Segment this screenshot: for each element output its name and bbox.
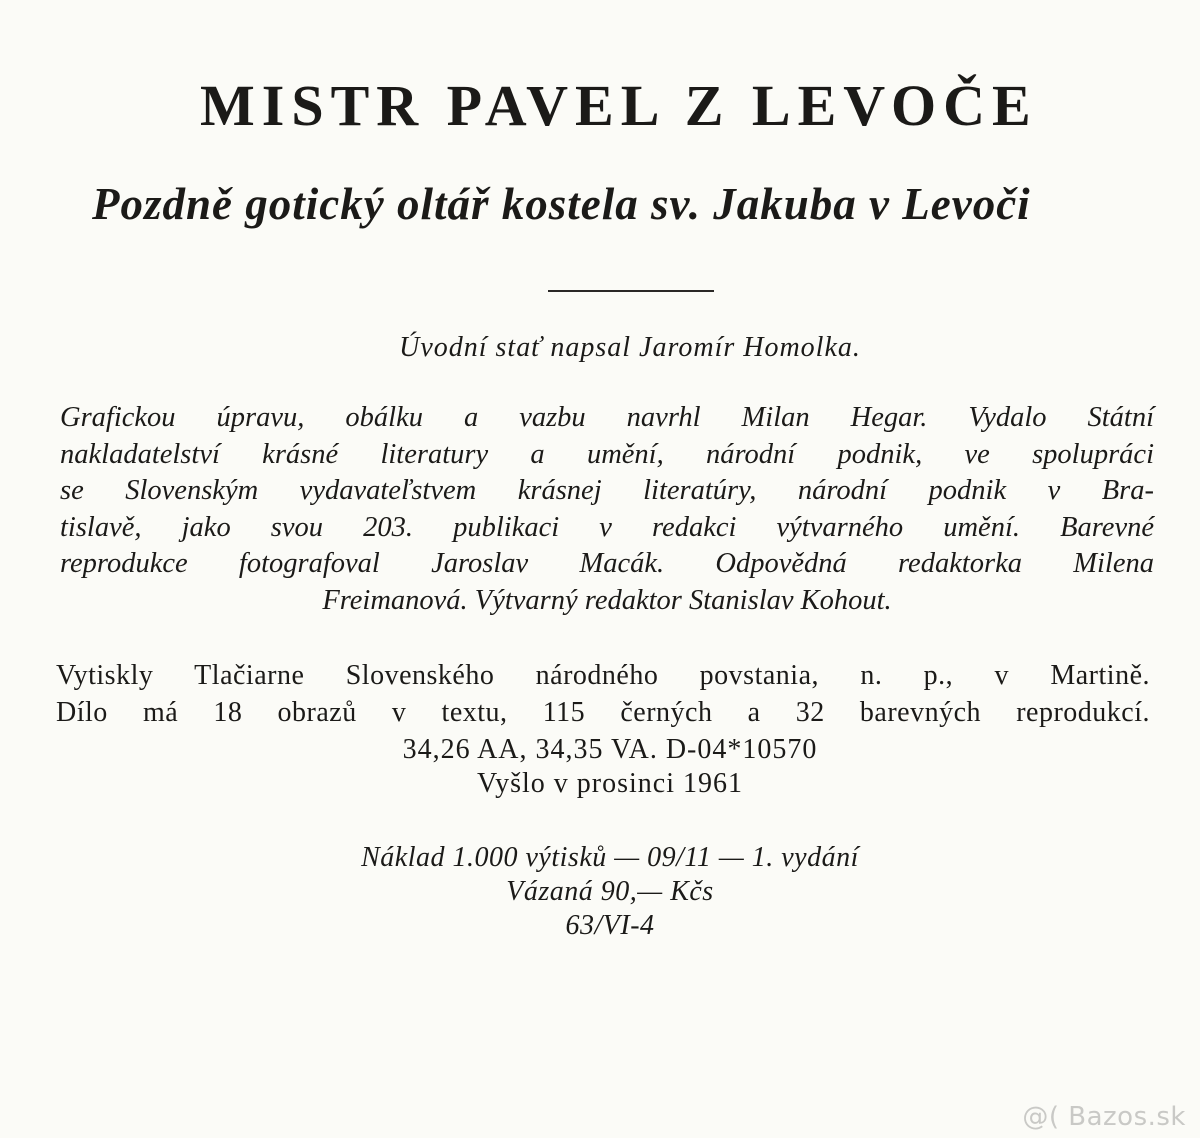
credits-line: tislavě, jako svou 203. publikaci v redakci výtvarného umění. Barevné: [60, 511, 1154, 543]
credits-line: Freimanová. Výtvarný redaktor Stanislav Kohout.: [322, 584, 892, 616]
book-subtitle: Pozdně gotický oltář kostela sv. Jakuba v Levoči: [92, 179, 1031, 229]
title-divider: [548, 290, 714, 292]
credits-line: se Slovenským vydavateľstvem krásnej literatúry, národní podnik v Bra-: [60, 475, 1154, 506]
publication-date: Vyšlo v prosinci 1961: [477, 768, 743, 799]
credits-line: reprodukce fotografoval Jaroslav Macák. Odpovědná redaktorka Milena: [60, 548, 1154, 579]
credits-paragraph: [60, 400, 1154, 619]
contents-line: Dílo má 18 obrazů v textu, 115 černých a 32 barevných reprodukcí.: [56, 697, 1150, 728]
intro-credit: Úvodní stať napsal Jaromír Homolka.: [399, 332, 861, 363]
site-watermark: @( Bazos.sk: [1022, 1102, 1186, 1132]
book-title: MISTR PAVEL Z LEVOČE: [200, 73, 1038, 138]
printer-line: Vytiskly Tlačiarne Slovenského národného povstania, n. p., v Martině.: [56, 660, 1150, 691]
edition-line: Náklad 1.000 výtisků — 09/11 — 1. vydání: [361, 842, 859, 873]
catalog-code: 63/VI-4: [565, 910, 655, 941]
codes-line: 34,26 AA, 34,35 VA. D-04*10570: [402, 734, 818, 765]
credits-line: Grafickou úpravu, obálku a vazbu navrhl Milan Hegar. Vydalo Státní: [60, 402, 1154, 433]
credits-line: nakladatelství krásné literatury a umění, národní podnik, ve spolupráci: [60, 438, 1154, 470]
price-line: Vázaná 90,— Kčs: [506, 876, 714, 907]
